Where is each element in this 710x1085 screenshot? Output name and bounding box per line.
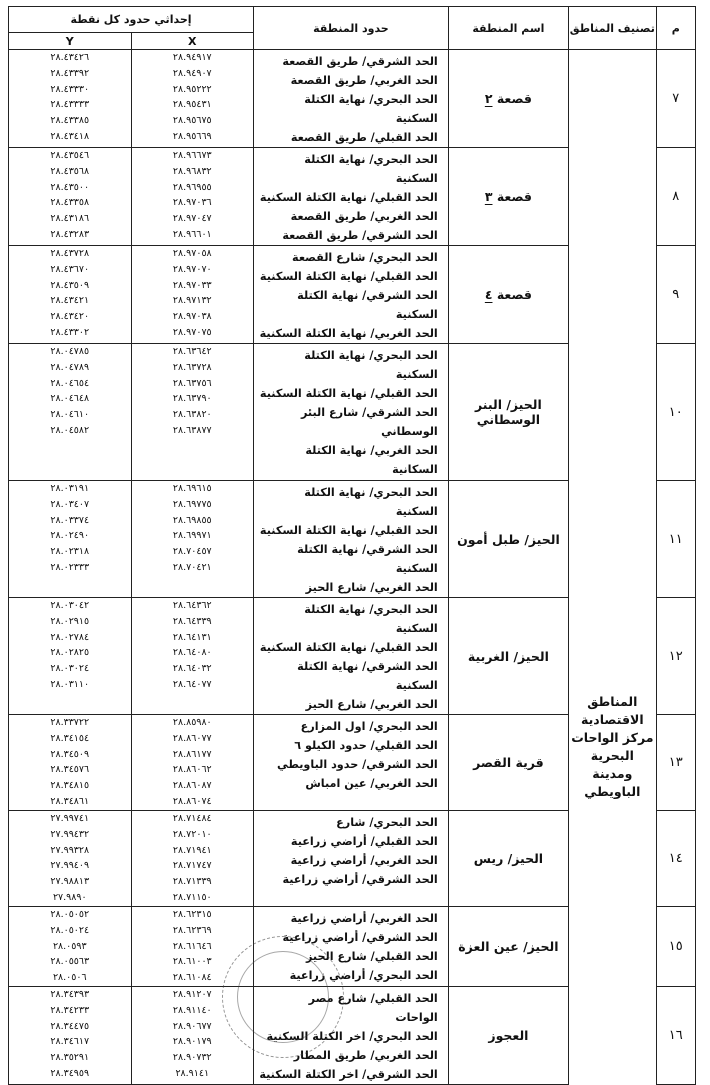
zone-bounds: الحد القبلي/ شارع مصر الواحات الحد البحري/ اخر الكتلة السكنية الحد الغربي/ طريق المطار الحد الشرقي/ اخر الكتلة السكنية <box>254 987 449 1085</box>
table-body <box>9 50 696 1085</box>
x-coords: ٢٨.٩٧٠٥٨ ٢٨.٩٧٠٧٠ ٢٨.٩٧٠٣٣ ٢٨.٩٧١٣٢ ٢٨.٩٧٠٣٨ ٢٨.٩٧٠٧٥ <box>131 246 254 344</box>
zone-name-number: ٢ <box>484 91 493 106</box>
classification-text: المناطق الاقتصادية مركز الواحات البحرية ومدينة الباويطي <box>571 694 654 800</box>
zone-bounds: الحد الغربي/ أراضي زراعية الحد الشرقي/ أراضي زراعية الحد القبلي/ شارع الحيز الحد البحري/ أراضي زراعية <box>254 907 449 987</box>
zone-bounds: الحد البحري/ نهاية الكتلة السكنية الحد القبلي/ نهاية الكتلة السكنية الحد الشرقي/ شارع البئر الوسطاني الحد الغربي/ نهاية الكتلة السكانية <box>254 344 449 481</box>
x-coords: ٢٨.٦٩٦١٥ ٢٨.٦٩٧٧٥ ٢٨.٦٩٨٥٥ ٢٨.٦٩٩٧١ ٢٨.٧٠٤٥٧ ٢٨.٧٠٤٢١ <box>131 481 254 598</box>
x-coords: ٢٨.٩١٢٠٧ ٢٨.٩١١٤٠ ٢٨.٩٠٦٧٧ ٢٨.٩٠١٧٩ ٢٨.٩٠٧٣٢ ٢٨.٩١٤١ <box>131 987 254 1085</box>
header-zone-name: اسم المنطقة <box>448 7 568 50</box>
row-number: ٨ <box>656 148 695 246</box>
header-y: Y <box>9 33 132 50</box>
y-coords: ٢٨.٠٤٧٨٥ ٢٨.٠٤٧٨٩ ٢٨.٠٤٦٥٤ ٢٨.٠٤٦٤٨ ٢٨.٠٤٦١٠ ٢٨.٠٤٥٨٢ <box>9 344 132 481</box>
header-num: م <box>656 7 695 50</box>
document-page <box>8 6 696 1085</box>
header-coords: إحداثي حدود كل نقطة <box>9 7 254 33</box>
zone-bounds: الحد البحري/ اول المزارع الحد القبلي/ حدود الكيلو ٦ الحد الشرقي/ حدود الباويطي الحد الغربي/ عين امباش <box>254 715 449 811</box>
row-number: ١٥ <box>656 907 695 987</box>
zone-name-text: الحيز/ طبل أمون <box>457 531 560 547</box>
zone-name <box>448 344 568 481</box>
zone-bounds: الحد البحري/ نهاية الكتلة السكنية الحد القبلي/ نهاية الكتلة السكنية الحد الغربي/ طريق القصعة الحد الشرقي/ طريق القصعة <box>254 148 449 246</box>
zone-name <box>448 987 568 1085</box>
row-number: ١٤ <box>656 811 695 907</box>
row-number: ١٠ <box>656 344 695 481</box>
zone-name <box>448 50 568 148</box>
zone-name <box>448 811 568 907</box>
row-number: ١٣ <box>656 715 695 811</box>
y-coords: ٢٨.٤٣٤٢٦ ٢٨.٤٣٣٩٢ ٢٨.٤٣٣٣٠ ٢٨.٤٣٣٣٣ ٢٨.٤٣٣٨٥ ٢٨.٤٣٤١٨ <box>9 50 132 148</box>
zone-name <box>448 715 568 811</box>
x-coords: ٢٨.٩٤٩١٧ ٢٨.٩٤٩٠٧ ٢٨.٩٥٢٢٢ ٢٨.٩٥٤٣١ ٢٨.٩٥٦٧٥ ٢٨.٩٥٦٦٩ <box>131 50 254 148</box>
y-coords: ٢٨.٣٤٣٩٣ ٢٨.٣٤٢٣٣ ٢٨.٣٤٤٧٥ ٢٨.٣٤٦١٧ ٢٨.٣٥٢٩١ ٢٨.٣٤٩٥٩ <box>9 987 132 1085</box>
row-number: ١٢ <box>656 598 695 715</box>
row-number: ٧ <box>656 50 695 148</box>
zone-name-text: قصعة <box>492 91 532 106</box>
zone-name <box>448 598 568 715</box>
row-number: ١١ <box>656 481 695 598</box>
zone-bounds: الحد البحري/ شارع القصعة الحد القبلي/ نهاية الكتلة السكنية الحد الشرقي/ نهاية الكتلة السكنية الحد الغربي/ نهاية الكتلة السكنية <box>254 246 449 344</box>
y-coords: ٢٨.٤٣٥٤٦ ٢٨.٤٣٥٦٨ ٢٨.٤٣٥٠٠ ٢٨.٤٣٣٥٨ ٢٨.٤٣١٨٦ ٢٨.٤٣٢٨٣ <box>9 148 132 246</box>
x-coords: ٢٨.٦٣٦٤٢ ٢٨.٦٣٧٢٨ ٢٨.٦٣٧٥٦ ٢٨.٦٣٧٩٠ ٢٨.٦٣٨٢٠ ٢٨.٦٣٨٧٧ <box>131 344 254 481</box>
zone-name-number: ٤ <box>484 287 493 302</box>
zone-bounds: الحد البحري/ نهاية الكتلة السكنية الحد القبلي/ نهاية الكتلة السكنية الحد الشرقي/ نهاية الكتلة السكنية الحد الغربي/ شارع الحيز <box>254 598 449 715</box>
header-bounds: حدود المنطقة <box>254 7 449 50</box>
zone-name <box>448 907 568 987</box>
zone-bounds: الحد البحري/ نهاية الكتلة السكنية الحد القبلي/ نهاية الكتلة السكنية الحد الشرقي/ نهاية الكتلة السكنية الحد الغربي/ شارع الحيز <box>254 481 449 598</box>
zone-bounds: الحد الشرقي/ طريق القصعة الحد الغربي/ طريق القصعة الحد البحري/ نهاية الكتلة السكنية الحد القبلي/ طريق القصعة <box>254 50 449 148</box>
y-coords: ٢٧.٩٩٧٤١ ٢٧.٩٩٤٣٢ ٢٧.٩٩٣٢٨ ٢٧.٩٩٤٠٩ ٢٧.٩٨٨١٣ ٢٧.٩٨٩٠ <box>9 811 132 907</box>
x-coords: ٢٨.٦٢٣١٥ ٢٨.٦٢٣٦٩ ٢٨.٦١٦٤٦ ٢٨.٦١٠٠٣ ٢٨.٦١٠٨٤ <box>131 907 254 987</box>
y-coords: ٢٨.٣٣٧٢٢ ٢٨.٣٤١٥٤ ٢٨.٣٤٥٠٩ ٢٨.٣٤٥٧٦ ٢٨.٣٤٨١٥ ٢٨.٣٤٨٦١ <box>9 715 132 811</box>
classification-cell <box>569 50 657 1085</box>
zone-name-text: الحيز/ البنر الوسطاني <box>475 397 542 427</box>
zone-name-number: ٣ <box>484 189 493 204</box>
zone-bounds: الحد البحري/ شارع الحد القبلي/ أراضي زراعية الحد الغربي/ أراضي زراعية الحد الشرقي/ أراضي زراعية <box>254 811 449 907</box>
zone-name-text: الحيز/ ريس <box>473 851 544 866</box>
zone-name-text: الحيز/ الغربية <box>467 648 549 664</box>
zone-name-text: قصعة <box>492 287 532 302</box>
y-coords: ٢٨.٠٣٠٤٢ ٢٨.٠٢٩١٥ ٢٨.٠٢٧٨٤ ٢٨.٠٢٨٢٥ ٢٨.٠٣٠٢٤ ٢٨.٠٣١١٠ <box>9 598 132 715</box>
y-coords: ٢٨.٠٣١٩١ ٢٨.٠٣٤٠٧ ٢٨.٠٣٣٧٤ ٢٨.٠٢٤٩٠ ٢٨.٠٢٣١٨ ٢٨.٠٢٣٣٣ <box>9 481 132 598</box>
zones-table <box>8 6 696 1085</box>
row-number: ١٦ <box>656 987 695 1085</box>
row-number: ٩ <box>656 246 695 344</box>
header-classification: تصنيف المناطق <box>569 7 657 50</box>
table-row <box>9 50 696 148</box>
zone-name <box>448 481 568 598</box>
zone-name <box>448 246 568 344</box>
zone-name-text: قصعة <box>492 189 532 204</box>
x-coords: ٢٨.٩٦٦٧٣ ٢٨.٩٦٨٣٢ ٢٨.٩٦٩٥٥ ٢٨.٩٧٠٣٦ ٢٨.٩٧٠٤٧ ٢٨.٩٦٦٠١ <box>131 148 254 246</box>
header-x: X <box>131 33 254 50</box>
zone-name-text: الحيز/ عين العزة <box>458 939 559 954</box>
x-coords: ٢٨.٨٥٩٨٠ ٢٨.٨٦٠٧٧ ٢٨.٨٦١٧٧ ٢٨.٨٦٠٦٢ ٢٨.٨٦٠٨٧ ٢٨.٨٦٠٧٤ <box>131 715 254 811</box>
zone-name <box>448 148 568 246</box>
x-coords: ٢٨.٦٤٣٦٢ ٢٨.٦٤٣٣٩ ٢٨.٦٤١٣١ ٢٨.٦٤٠٨٠ ٢٨.٦٤٠٣٢ ٢٨.٦٤٠٧٧ <box>131 598 254 715</box>
zone-name-text: قرية القصر <box>473 755 544 770</box>
x-coords: ٢٨.٧١٤٨٤ ٢٨.٧٢٠١٠ ٢٨.٧١٩٤١ ٢٨.٧١٧٤٧ ٢٨.٧١٣٣٩ ٢٨.٧١١٥٠ <box>131 811 254 907</box>
y-coords: ٢٨.٤٣٧٢٨ ٢٨.٤٣٦٧٠ ٢٨.٤٣٥٠٩ ٢٨.٤٣٤٢١ ٢٨.٤٣٤٢٠ ٢٨.٤٣٣٠٢ <box>9 246 132 344</box>
y-coords: ٢٨.٠٥٠٥٢ ٢٨.٠٥٠٢٤ ٢٨.٠٥٩٣ ٢٨.٠٥٥٦٣ ٢٨.٠٥٠٦ <box>9 907 132 987</box>
zone-name-text: العجوز <box>488 1028 529 1043</box>
